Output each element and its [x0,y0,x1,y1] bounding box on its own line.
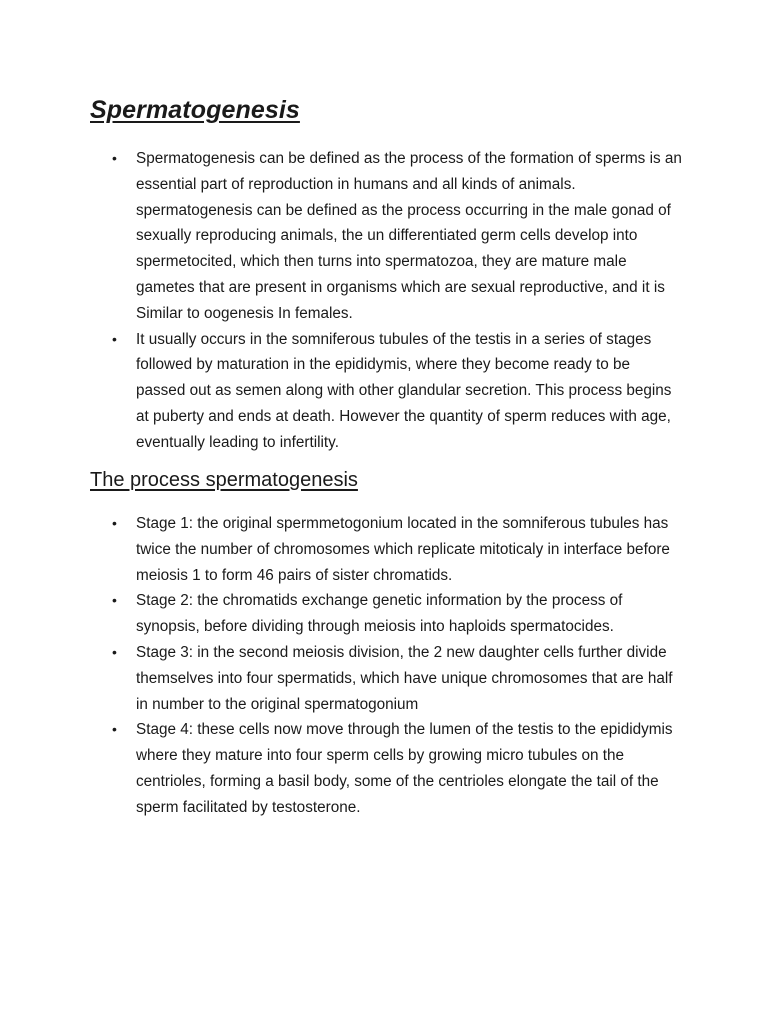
stage-bullet-list [0,511,768,821]
list-item [0,511,682,588]
bullet-icon: • [112,515,117,531]
bullet-icon: • [112,330,117,347]
page-title: Spermatogenesis [90,96,300,124]
bullet-icon: • [112,721,117,738]
list-item-text: Stage 1: the original spermmetogonium located in the somniferous tubules has twice the number of chromosomes which replicate mitoticaly in interface before meiosis 1 to form 46 pairs of sister chromatids. [136,515,670,584]
list-item [0,588,682,640]
bullet-icon: • [112,150,117,166]
list-item-text: It usually occurs in the somniferous tubules of the testis in a series of stages followed by maturation in the epididymis, where they become ready to be passed out as semen along with other glandular secretion. This process begins at puberty and ends at death. However the quantity of sperm reduces with age, eventually leading to infertility. [136,330,672,451]
list-item [0,640,682,717]
list-item-text: Spermatogenesis can be defined as the process of the formation of sperms is an essential part of reproduction in humans and all kinds of animals. spermatogenesis can be defined as the process occurring in the male gonad of sexually reproducing animals, the un differentiated germ cells develop into spermetocited, which then turns into spermatozoa, they are mature male gametes that are present in organisms which are sexual reproductive, and it is Similar to oogenesis In females. [136,150,682,322]
list-item-text: Stage 3: in the second meiosis division, the 2 new daughter cells further divide themselves into four spermatids, which have unique chromosomes that are half in number to the original spermatogonium [136,643,673,713]
intro-bullet-list [0,146,768,456]
list-item [0,327,682,456]
list-item [0,146,682,327]
list-item-text: Stage 2: the chromatids exchange genetic information by the process of synopsis, before dividing through meiosis into haploids spermatocides. [136,592,623,636]
bullet-icon: • [112,643,117,660]
list-item [0,717,682,820]
bullet-icon: • [112,592,117,609]
section-heading: The process spermatogenesis [90,469,358,491]
list-item-text: Stage 4: these cells now move through the lumen of the testis to the epididymis where they mature into four sperm cells by growing micro tubules on the centrioles, forming a basil body, some of the centrioles elongate the tail of the sperm facilitated by testosterone. [136,721,673,816]
